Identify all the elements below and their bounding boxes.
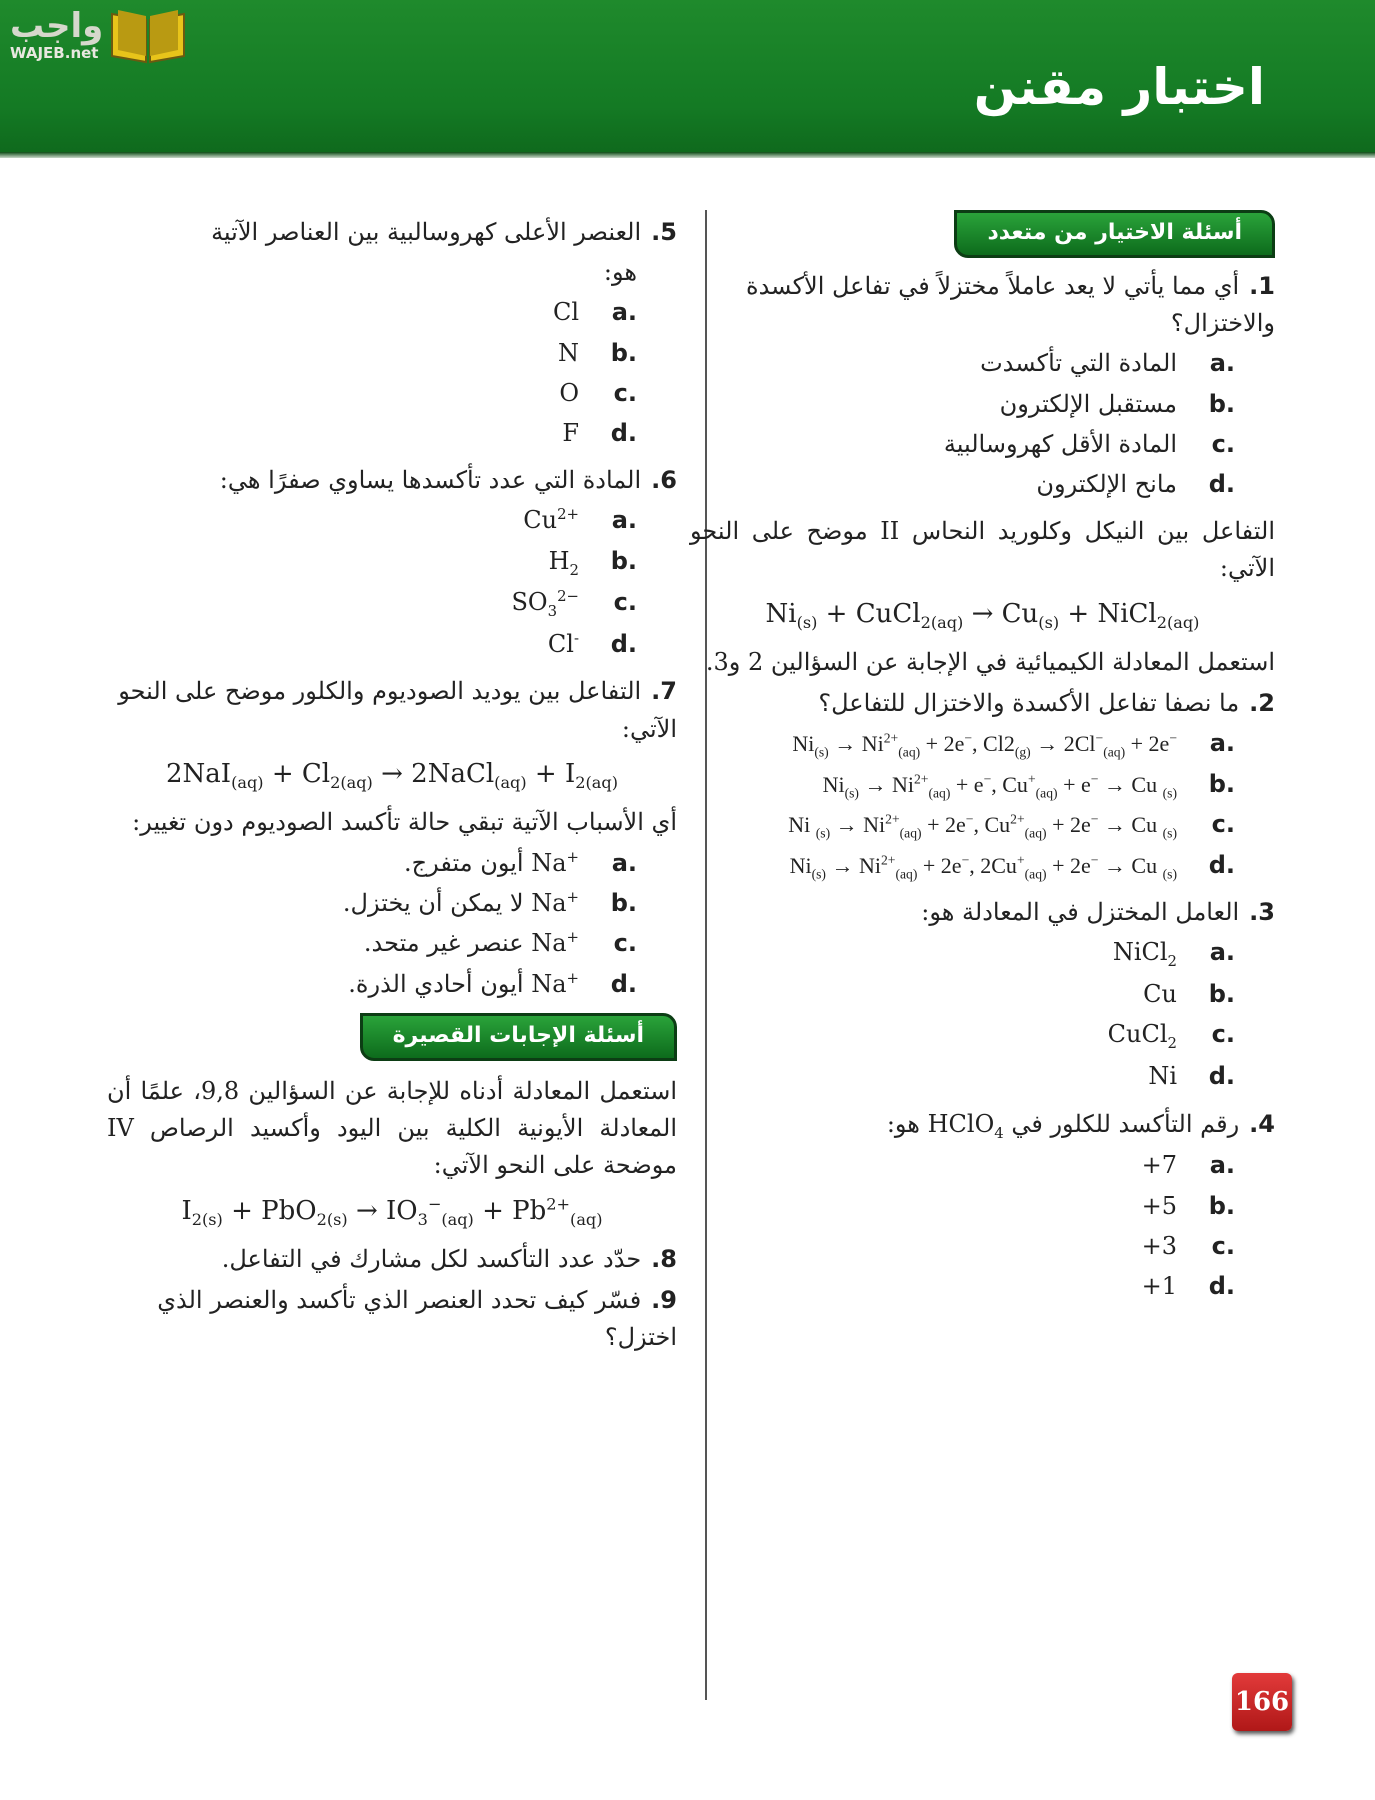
option	[690, 426, 1235, 463]
question-text: التفاعل بين يوديد الصوديوم والكلور موضح على النحو الآتي:	[118, 677, 677, 743]
question-8	[107, 1241, 677, 1278]
option-letter: b.	[1208, 1191, 1235, 1220]
question-number: 3.	[1249, 898, 1275, 927]
question-number: 4.	[1249, 1109, 1275, 1138]
option-letter: a.	[1209, 938, 1235, 967]
option	[690, 806, 1235, 844]
option	[107, 626, 637, 663]
question-7	[107, 673, 677, 747]
option-reaction: $Ni_{(s)} \to Ni^{2+}_{(aq)} + e^-$, $Cu^+_{(aq)} + e^- \to Cu$ $_{(s)}$	[822, 771, 1177, 801]
option-letter: d.	[1208, 850, 1235, 879]
option-text: Na+ لا يمكن أن يختزل.	[342, 888, 579, 918]
option-letter: c.	[1211, 1231, 1235, 1260]
option	[690, 1016, 1235, 1055]
option-text: Ni	[1148, 1062, 1177, 1091]
question-2	[690, 685, 1275, 722]
option-letter: c.	[613, 588, 637, 617]
option-letter: b.	[610, 338, 637, 367]
question-4	[690, 1106, 1275, 1145]
option-letter: d.	[1208, 1062, 1235, 1091]
option-letter: c.	[1211, 810, 1235, 839]
question-number: 7.	[651, 677, 677, 706]
option-letter: c.	[1211, 429, 1235, 458]
option-reaction: $Ni_{(s)} \to Ni^{2+}_{(aq)} + 2e^-$, $2Cu^+_{(aq)} + 2e^- \to Cu$ $_{(s)}$	[789, 852, 1177, 882]
question-9	[107, 1282, 677, 1356]
option-text: $Cu^{2+}$	[523, 505, 579, 535]
question-number: 5.	[651, 218, 677, 246]
option-letter: b.	[610, 546, 637, 575]
question-4-options	[690, 1147, 1275, 1305]
option-text: +1	[1141, 1271, 1177, 1300]
option-text: Cl	[552, 298, 579, 327]
right-column	[690, 210, 1275, 1315]
option	[690, 725, 1235, 763]
option-text: $H_2$	[548, 546, 579, 579]
question-6	[107, 462, 677, 499]
option	[690, 1188, 1235, 1225]
option-reaction: $Ni_{(s)} \to Ni^{2+}_{(aq)} + 2e^-$, $Cl2_{(g)} \to 2Cl^-_{(aq)} + 2e^-$	[792, 730, 1177, 760]
option-letter: c.	[1211, 1020, 1235, 1049]
short-answer-intro: استعمل المعادلة أدناه للإجابة عن السؤالين 9,8، علمًا أن المعادلة الأيونية الكلية بين اليود وأكسيد الرصاص IV موضحة على النحو الآتي:	[107, 1076, 678, 1180]
option	[107, 845, 637, 882]
option-text: المادة الأقل كهروسالبية	[943, 429, 1177, 458]
option-letter: d.	[610, 969, 637, 998]
option-text: NiCl$_2$	[1112, 938, 1177, 971]
option-text: Na+ أيون أحادي الذرة.	[348, 968, 579, 998]
option-text: Na+ عنصر غير متحد.	[363, 928, 579, 958]
logo-text: واجب	[10, 6, 104, 46]
option	[107, 885, 637, 922]
question-5	[107, 214, 677, 251]
option-text: مانح الإلكترون	[1036, 470, 1177, 499]
question-number: 9.	[651, 1285, 677, 1314]
option-letter: c.	[613, 929, 637, 958]
option-text: +7	[1141, 1151, 1177, 1180]
option-text: +5	[1141, 1191, 1177, 1220]
option-letter: b.	[1208, 769, 1235, 798]
option	[107, 966, 637, 1003]
question-6-options	[107, 502, 677, 663]
question-number: 8.	[651, 1244, 677, 1273]
option-letter: b.	[610, 889, 637, 918]
option-letter: d.	[1208, 1271, 1235, 1300]
option-text: Cu	[1143, 980, 1177, 1009]
question-number: 6.	[651, 466, 677, 495]
option	[690, 847, 1235, 885]
question-7-options	[107, 845, 677, 1003]
option-text: +3	[1141, 1231, 1177, 1260]
question-text: فسّر كيف تحدد العنصر الذي تأكسد والعنصر الذي اختزل؟	[157, 1285, 677, 1352]
option-text: المادة التي تأكسدت	[980, 349, 1177, 378]
option-letter: d.	[610, 418, 637, 447]
option	[107, 925, 637, 962]
question-text-continued: هو:	[603, 258, 637, 287]
question-text: أي مما يأتي لا يعد عاملاً مختزلاً في تفاعل الأكسدة والاختزال؟	[746, 272, 1275, 338]
option	[690, 386, 1235, 423]
option	[690, 1268, 1235, 1305]
option-letter: a.	[611, 298, 637, 327]
option	[107, 584, 637, 623]
question-text: رقم التأكسد للكلور في	[1011, 1109, 1240, 1138]
option	[107, 502, 637, 539]
logo-subtext: WAJEB.net	[10, 44, 99, 62]
option	[690, 1228, 1235, 1265]
question-1-options	[690, 345, 1275, 503]
page-number: 166	[1232, 1673, 1292, 1731]
option-letter: b.	[1208, 980, 1235, 1009]
option-letter: d.	[1208, 470, 1235, 499]
formula-hclo4: HClO$_4$	[927, 1109, 1004, 1142]
option	[107, 375, 637, 412]
option-letter: d.	[610, 630, 637, 659]
option-letter: b.	[1208, 389, 1235, 418]
intro-text: التفاعل بين النيكل وكلوريد النحاس II موضح على النحو الآتي:	[690, 517, 1275, 583]
option-letter: a.	[611, 849, 637, 878]
option	[690, 1058, 1235, 1095]
option	[690, 466, 1235, 503]
option-letter: a.	[611, 506, 637, 535]
question-3-options	[690, 934, 1275, 1095]
question-5-continuation	[107, 254, 637, 291]
equation-i2-pbo2: $I_{2(s)} + PbO_{2(s)} \to IO_3^-_{(aq)} + Pb^{2+}_{(aq)}$	[181, 1193, 603, 1229]
section-heading-multiple-choice: أسئلة الاختيار من متعدد	[954, 210, 1275, 258]
option	[690, 345, 1235, 382]
question-number: 1.	[1249, 272, 1275, 301]
option	[107, 294, 637, 331]
question-1	[690, 268, 1275, 342]
question-number: 2.	[1249, 688, 1275, 717]
question-text-end: هو:	[886, 1109, 920, 1138]
header-shadow	[0, 152, 1375, 158]
option-text: CuCl$_2$	[1107, 1020, 1177, 1053]
option-letter: a.	[1209, 349, 1235, 378]
question-text: العامل المختزل في المعادلة هو:	[921, 898, 1240, 927]
question-text: العنصر الأعلى كهروسالبية بين العناصر الآتية	[211, 218, 642, 246]
option	[107, 335, 637, 372]
question-text: المادة التي عدد تأكسدها يساوي صفرًا هي:	[219, 466, 642, 495]
left-column	[107, 210, 677, 1358]
option-text: N	[558, 338, 579, 367]
question-2-options	[690, 725, 1275, 884]
equation-ni-cucl2: $Ni_{(s)}$ + CuCl$_{2(aq)}$ → $Cu_{(s)}$ + NiCl$_{2(aq)}$	[765, 598, 1200, 632]
use-equation-text: استعمل المعادلة الكيميائية في الإجابة عن السؤالين 2 و3.	[705, 647, 1275, 676]
option-text: O	[559, 378, 579, 407]
option-letter: a.	[1209, 1151, 1235, 1180]
book-icon	[108, 6, 188, 64]
option-text: Cl-	[547, 629, 579, 659]
option	[107, 543, 637, 582]
question-3	[690, 894, 1275, 931]
question-7-prompt: أي الأسباب الآتية تبقي حالة تأكسد الصوديوم دون تغيير:	[132, 807, 677, 836]
question-5-options	[107, 254, 677, 452]
question-text: ما نصفا تفاعل الأكسدة والاختزال للتفاعل؟	[818, 688, 1240, 717]
option-letter: a.	[1209, 729, 1235, 758]
option-letter: c.	[613, 378, 637, 407]
option-text: $SO_3^{2-}$	[511, 587, 579, 621]
option	[107, 415, 637, 452]
option	[690, 934, 1235, 973]
option-text: مستقبل الإلكترون	[999, 389, 1177, 418]
option	[690, 766, 1235, 804]
page-title: اختبار مقنن	[973, 58, 1265, 116]
question-text: حدّد عدد التأكسد لكل مشارك في التفاعل.	[221, 1244, 642, 1273]
option	[690, 1147, 1235, 1184]
option-text: Na+ أيون متفرج.	[403, 848, 579, 878]
section-heading-short-answer: أسئلة الإجابات القصيرة	[360, 1013, 677, 1061]
option	[690, 976, 1235, 1013]
option-reaction: Ni $_{(s)} \to Ni^{2+}_{(aq)} + 2e^-$, $Cu^{2+}_{(aq)} + 2e^- \to Cu$ $_{(s)}$	[788, 811, 1177, 841]
equation-nai-cl2: $2NaI_{(aq)} + Cl_{2(aq)}$ → 2NaCl$_{(aq)}$ + $I_{2(aq)}$	[165, 758, 619, 792]
option-text: F	[562, 418, 579, 447]
